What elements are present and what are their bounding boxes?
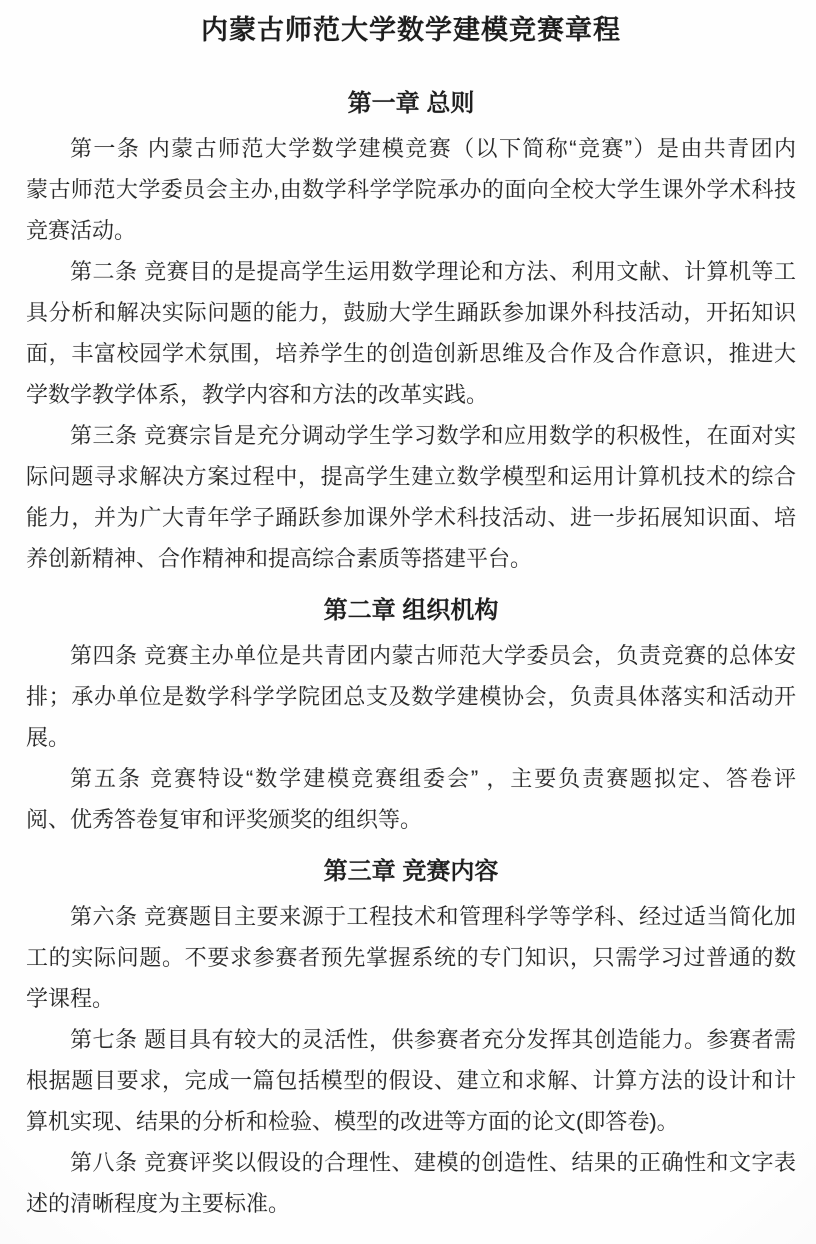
document-title: 内蒙古师范大学数学建模竞赛章程: [201, 15, 621, 45]
paragraph-line: 第七条 题目具有较大的灵活性，供参赛者充分发挥其创造能力。参赛者需: [70, 1027, 796, 1052]
paragraph-line: 蒙古师范大学委员会主办,由数学科学学院承办的面向全校大学生课外学术科技: [26, 177, 796, 202]
paragraph-line: 第四条 竞赛主办单位是共青团内蒙古师范大学委员会，负责竞赛的总体安: [70, 643, 796, 668]
paragraph-line: 阅、优秀答卷复审和评奖颁奖的组织等。: [26, 807, 423, 832]
article-6-paragraph: [26, 896, 796, 1019]
paragraph-line: 算机实现、结果的分析和检验、模型的改进等方面的论文(即答卷)。: [26, 1109, 679, 1134]
article-1-paragraph: [26, 128, 796, 251]
paragraph-line: 第六条 竞赛题目主要来源于工程技术和管理科学等学科、经过适当简化加: [70, 904, 796, 929]
paragraph-line: 能力，并为广大青年学子踊跃参加课外学术科技活动、进一步拓展知识面、培: [26, 505, 796, 530]
chapter-heading-organization: 第二章 组织机构: [323, 597, 499, 624]
chapter-heading-content: 第三章 竞赛内容: [323, 858, 499, 885]
article-8-paragraph: [26, 1142, 796, 1224]
article-4-paragraph: [26, 635, 796, 758]
paragraph-line: 第八条 竞赛评奖以假设的合理性、建模的创造性、结果的正确性和文字表: [70, 1150, 796, 1175]
paragraph-line: 学课程。: [26, 986, 115, 1011]
paragraph-line: 工的实际问题。不要求参赛者预先掌握系统的专门知识，只需学习过普通的数: [26, 945, 796, 970]
article-3-paragraph: [26, 415, 796, 579]
paragraph-line: 学数学教学体系，教学内容和方法的改革实践。: [26, 382, 489, 407]
paragraph-line: 竞赛活动。: [26, 218, 137, 243]
paragraph-line: 第五条 竞赛特设“数学建模竞赛组委会” ，主要负责赛题拟定、答卷评: [70, 766, 796, 791]
paragraph-line: 根据题目要求，完成一篇包括模型的假设、建立和求解、计算方法的设计和计: [26, 1068, 796, 1093]
paragraph-line: 养创新精神、合作精神和提高综合素质等搭建平台。: [26, 546, 533, 571]
paragraph-line: 述的清晰程度为主要标准。: [26, 1191, 291, 1216]
paragraph-line: 展。: [26, 725, 71, 750]
article-2-paragraph: [26, 251, 796, 415]
paragraph-line: 面，丰富校园学术氛围，培养学生的创造创新思维及合作及合作意识，推进大: [26, 341, 796, 366]
article-5-paragraph: [26, 758, 796, 840]
paragraph-line: 第三条 竞赛宗旨是充分调动学生学习数学和应用数学的积极性，在面对实: [70, 423, 796, 448]
article-7-paragraph: [26, 1019, 796, 1142]
paragraph-line: 第一条 内蒙古师范大学数学建模竞赛（以下简称“竞赛”）是由共青团内: [70, 136, 796, 161]
paragraph-line: 第二条 竞赛目的是提高学生运用数学理论和方法、利用文献、计算机等工: [70, 259, 796, 284]
chapter-heading-general: 第一章 总则: [347, 90, 475, 117]
paragraph-line: 具分析和解决实际问题的能力，鼓励大学生踊跃参加课外科技活动，开拓知识: [26, 300, 796, 325]
paragraph-line: 排；承办单位是数学科学学院团总支及数学建模协会，负责具体落实和活动开: [26, 684, 796, 709]
paragraph-line: 际问题寻求解决方案过程中，提高学生建立数学模型和运用计算机技术的综合: [26, 464, 796, 489]
